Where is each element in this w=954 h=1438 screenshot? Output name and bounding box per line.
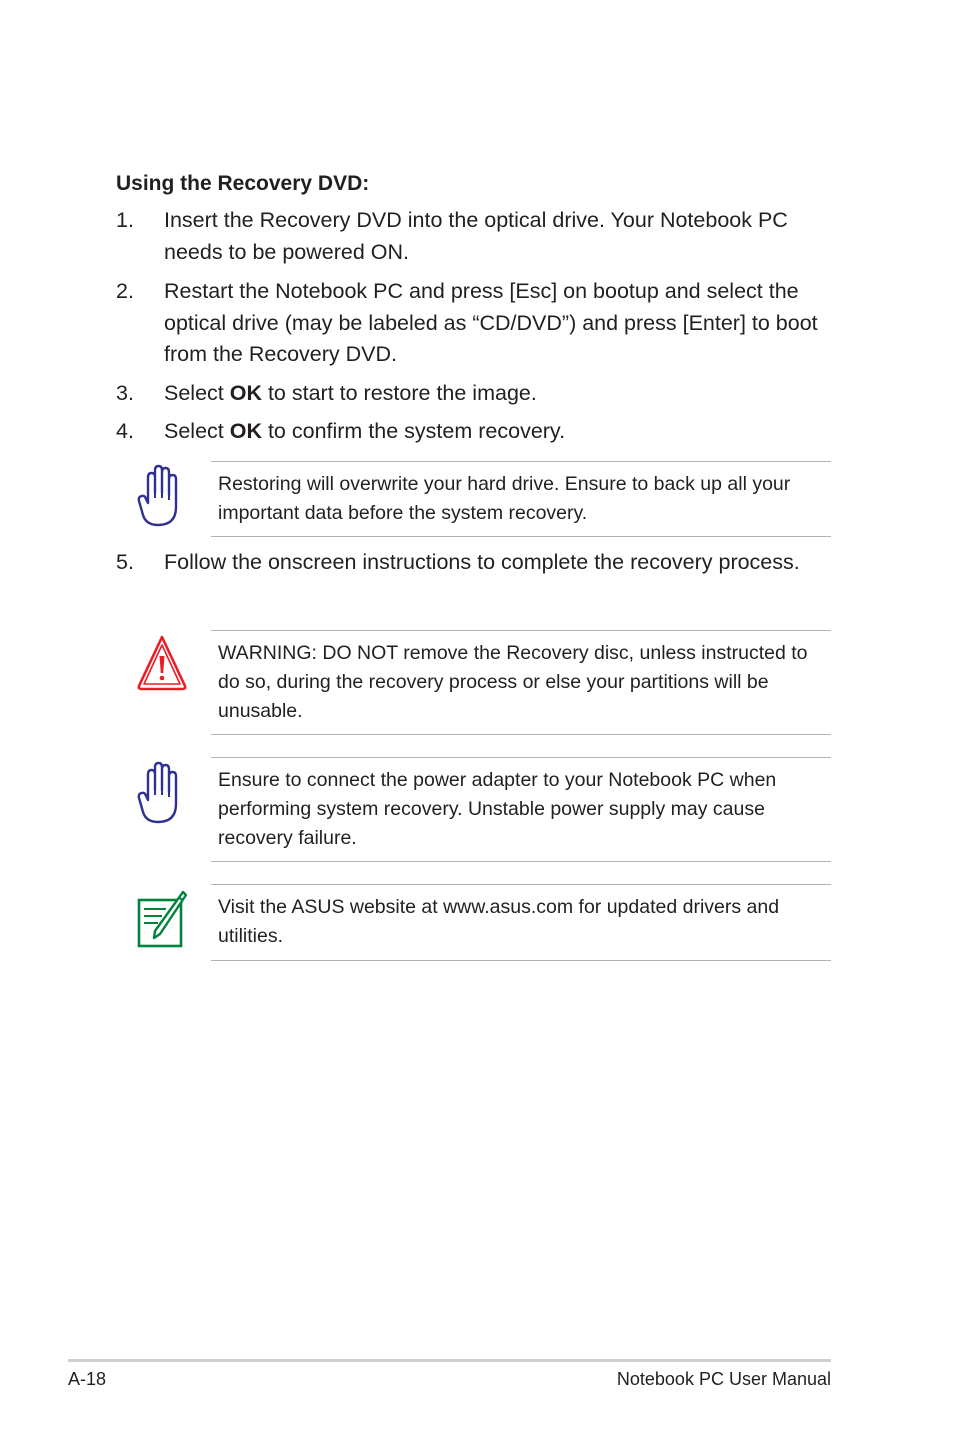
note-text: WARNING: DO NOT remove the Recovery disc, unless instructed to do so, during the recovery process or else your partitions will be unusable. <box>218 642 808 722</box>
warning-triangle-icon <box>136 634 188 692</box>
warning-note-recovery-disc <box>211 630 831 735</box>
section-heading: Using the Recovery DVD: <box>116 172 370 195</box>
hand-stop-icon <box>136 463 182 529</box>
ok-label: OK <box>229 419 262 443</box>
note-text: Ensure to connect the power adapter to your Notebook PC when performing system recovery. Unstable power supply may cause recovery failure. <box>218 769 777 849</box>
step-text <box>164 416 836 448</box>
step-text: Insert the Recovery DVD into the optical drive. Your Notebook PC needs to be powered ON. <box>164 208 788 264</box>
footer-divider <box>68 1359 831 1362</box>
note-pencil-icon <box>136 889 188 949</box>
step-4 <box>116 416 836 448</box>
note-text: Restoring will overwrite your hard drive. Ensure to back up all your important data before the system recovery. <box>218 473 791 524</box>
caution-note-overwrite <box>211 461 831 537</box>
step-number: 2. <box>116 279 134 303</box>
page-number: A-18 <box>68 1369 107 1389</box>
step-text-post: to start to restore the image. <box>261 381 537 405</box>
step-text-pre: Select <box>164 419 230 443</box>
step-text-post: to confirm the system recovery. <box>261 419 566 443</box>
ok-label: OK <box>229 381 262 405</box>
note-text: Visit the ASUS website at www.asus.com for updated drivers and utilities. <box>218 896 780 947</box>
step-text-pre: Select <box>164 381 230 405</box>
step-2 <box>116 276 836 371</box>
step-5 <box>116 547 836 579</box>
info-note-asus-website <box>211 884 831 961</box>
step-text <box>164 378 836 410</box>
hand-stop-icon <box>136 760 182 826</box>
step-number: 4. <box>116 419 134 443</box>
step-text: Restart the Notebook PC and press [Esc] on bootup and select the optical drive (may be labeled as “CD/DVD”) and press [Enter] to boot from the Recovery DVD. <box>164 279 818 366</box>
step-3 <box>116 378 836 410</box>
step-1 <box>116 205 836 268</box>
step-number: 1. <box>116 208 134 232</box>
step-text: Follow the onscreen instructions to complete the recovery process. <box>164 550 800 574</box>
step-number: 5. <box>116 550 134 574</box>
manual-title: Notebook PC User Manual <box>616 1369 831 1389</box>
step-number: 3. <box>116 381 134 405</box>
caution-note-power-adapter <box>211 757 831 862</box>
